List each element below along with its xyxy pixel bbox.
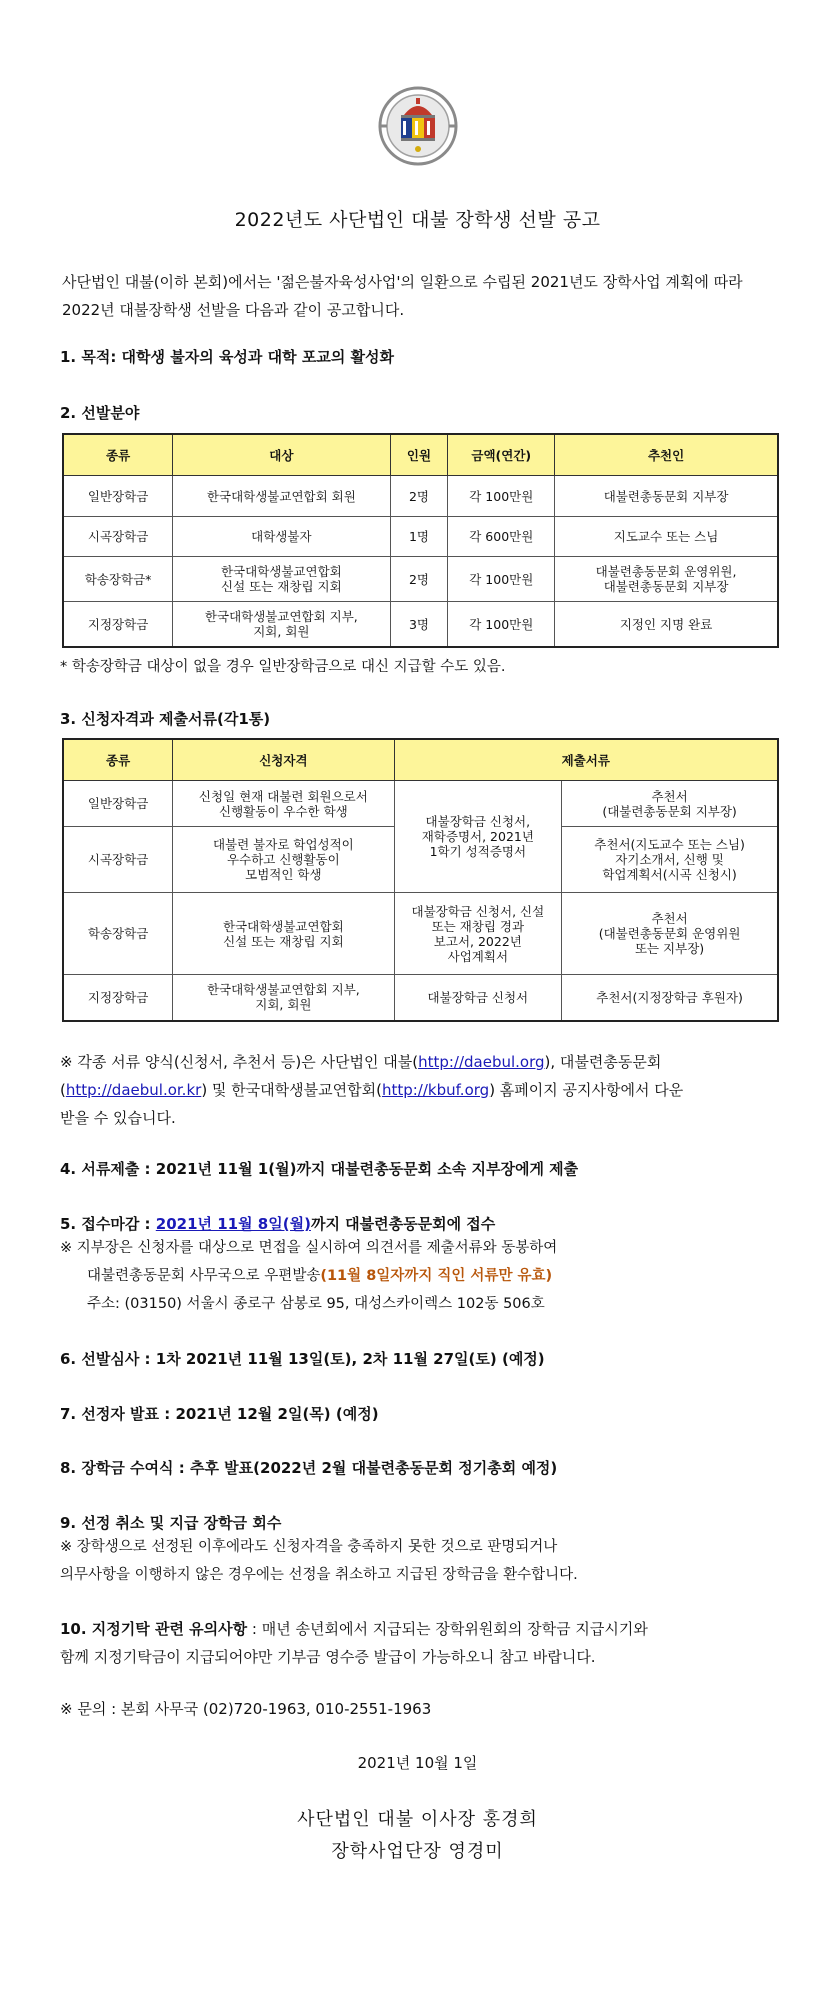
table-cell: 대불장학금 신청서, 신설 또는 재창립 경과 보고서, 2022년 사업계획서 [394, 893, 562, 975]
table-header: 대상 [173, 434, 390, 476]
table-row [63, 602, 778, 648]
table-cell: 한국대학생불교연합회 신설 또는 재창립 지회 [173, 893, 394, 975]
contact-info: ※ 문의 : 본회 사무국 (02)720-1963, 010-2551-1963 [60, 1700, 432, 1718]
notice-date: 2021년 10월 1일 [357, 1754, 478, 1772]
section-10-heading: 10. 지정기탁 관련 유의사항 [60, 1620, 248, 1638]
table-cell: 신청일 현재 대불련 회원으로서 신행활동이 우수한 학생 [173, 781, 394, 827]
table-cell: 일반장학금 [63, 781, 173, 827]
table-footnote: * 학송장학금 대상이 없을 경우 일반장학금으로 대신 지급할 수도 있음. [60, 659, 506, 675]
table-row [63, 557, 778, 602]
table-cell: 대불련총동문회 지부장 [555, 476, 778, 517]
table-cell: 2명 [390, 476, 448, 517]
section-4-submission: 4. 서류제출 : 2021년 11월 1(월)까지 대불련총동문회 소속 지부장에게 제출 [60, 1160, 579, 1178]
section-6-review: 6. 선발심사 : 1차 2021년 11월 13일(토), 2차 11월 27일(토) (예정) [60, 1350, 545, 1368]
table-cell: 지정장학금 [63, 602, 173, 648]
table-header: 추천인 [555, 434, 778, 476]
table-cell: 지도교수 또는 스님 [555, 517, 778, 557]
table-cell: 학송장학금* [63, 557, 173, 602]
selection-table [62, 433, 779, 648]
table-cell: 각 600만원 [448, 517, 555, 557]
table-row [63, 476, 778, 517]
section-7-announcement: 7. 선정자 발표 : 2021년 12월 2일(목) (예정) [60, 1405, 379, 1423]
forms-note-text: ※ 각종 서류 양식(신청서, 추천서 등)은 사단법인 대불( [60, 1053, 419, 1071]
table-cell: 한국대학생불교연합회 지부, 지회, 회원 [173, 975, 394, 1021]
section-5-label: 5. 접수마감 : [60, 1215, 156, 1233]
table-cell: 각 100만원 [448, 557, 555, 602]
forms-note-text: ) 및 한국대학생불교연합회( [201, 1081, 382, 1099]
table-cell: 지정장학금 [63, 975, 173, 1021]
forms-note-text: 받을 수 있습니다. [60, 1109, 176, 1127]
table-cell: 시곡장학금 [63, 827, 173, 893]
table-cell: 대불장학금 신청서, 재학증명서, 2021년 1학기 성적증명서 [394, 781, 562, 893]
kbuf-org-link[interactable]: http://kbuf.org [381, 1081, 490, 1099]
section-9-line: 의무사항을 이행하지 않은 경우에는 선정을 취소하고 지급된 장학금을 환수합니다. [60, 1567, 578, 1583]
deadline-date-link[interactable]: 2021년 11월 8일(월) [155, 1215, 311, 1233]
table-cell: 한국대학생불교연합회 지부, 지회, 회원 [173, 602, 390, 648]
table-cell: 3명 [390, 602, 448, 648]
section-5-line: ※ 지부장은 신청자를 대상으로 면접을 실시하여 의견서를 제출서류와 동봉하여 [60, 1240, 558, 1256]
section-5-text: 대불련총동문회 사무국으로 우편발송 [87, 1268, 321, 1284]
table-row [63, 781, 778, 827]
table-cell: 대불련총동문회 운영위원, 대불련총동문회 지부장 [555, 557, 778, 602]
table-cell: 지정인 지명 완료 [555, 602, 778, 648]
table-cell: 대불련 불자로 학업성적이 우수하고 신행활동이 모범적인 학생 [173, 827, 394, 893]
section-5-line [60, 1262, 780, 1290]
table-cell: 추천서(지정장학금 후원자) [562, 975, 778, 1021]
table-cell: 추천서 (대불련총동문회 지부장) [562, 781, 778, 827]
section-9-line: ※ 장학생으로 선정된 이후에라도 신청자격을 충족하지 못한 것으로 판명되거나 [60, 1539, 558, 1555]
table-header-row [63, 434, 778, 476]
table-header: 종류 [63, 434, 173, 476]
forms-note-text: ) 홈페이지 공지사항에서 다운 [489, 1081, 684, 1099]
signature-chairman: 사단법인 대불 이사장 홍경희 [297, 1809, 538, 1830]
table-cell: 1명 [390, 517, 448, 557]
section-1-purpose: 1. 목적: 대학생 불자의 육성과 대학 포교의 활성화 [60, 348, 395, 366]
daebul-org-link[interactable]: http://daebul.org [418, 1053, 545, 1071]
section-5-address: 주소: (03150) 서울시 종로구 삼봉로 95, 대성스카이렉스 102동 506호 [87, 1296, 545, 1312]
daebul-or-kr-link[interactable]: http://daebul.or.kr [65, 1081, 202, 1099]
table-header: 금액(연간) [448, 434, 555, 476]
table-row [63, 975, 778, 1021]
section-5-rest: 까지 대불련총동문회에 접수 [310, 1215, 496, 1233]
table-header: 종류 [63, 739, 173, 781]
section-10-text: 함께 지정기탁금이 지급되어야만 기부금 영수증 발급이 가능하오니 참고 바랍니다. [60, 1648, 596, 1666]
table-cell: 일반장학금 [63, 476, 173, 517]
table-cell: 한국대학생불교연합회 신설 또는 재창립 지회 [173, 557, 390, 602]
table-cell: 시곡장학금 [63, 517, 173, 557]
section-10-text: : 매년 송년회에서 지급되는 장학위원회의 장학금 지급시기와 [247, 1620, 648, 1638]
section-2-heading: 2. 선발분야 [60, 404, 140, 422]
table-cell: 각 100만원 [448, 602, 555, 648]
table-cell: 추천서(지도교수 또는 스님) 자기소개서, 신행 및 학업계획서(시곡 신청시) [562, 827, 778, 893]
table-header-row [63, 739, 778, 781]
table-header: 인원 [390, 434, 448, 476]
table-cell: 대불장학금 신청서 [394, 975, 562, 1021]
table-cell: 2명 [390, 557, 448, 602]
documents-table [62, 738, 779, 1022]
section-9-details [60, 1533, 780, 1589]
table-cell: 학송장학금 [63, 893, 173, 975]
table-cell: 한국대학생불교연합회 회원 [173, 476, 390, 517]
table-row [63, 517, 778, 557]
section-9-heading: 9. 선정 취소 및 지급 장학금 회수 [60, 1514, 282, 1532]
table-cell: 각 100만원 [448, 476, 555, 517]
section-5-details [60, 1234, 780, 1318]
section-5-highlight: (11월 8일자까지 직인 서류만 유효) [320, 1268, 553, 1284]
forms-note [60, 1048, 780, 1132]
organization-logo [377, 85, 459, 167]
notice-title: 2022년도 사단법인 대불 장학생 선발 공고 [234, 209, 601, 231]
table-row [63, 893, 778, 975]
forms-note-text: ( [60, 1081, 66, 1099]
table-header: 제출서류 [394, 739, 778, 781]
section-8-ceremony: 8. 장학금 수여식 : 추후 발표(2022년 2월 대불련총동문회 정기총회 예정) [60, 1459, 558, 1477]
table-cell: 대학생불자 [173, 517, 390, 557]
intro-paragraph: 사단법인 대불(이하 본회)에서는 '젊은불자육성사업'의 일환으로 수립된 2021년도 장학사업 계획에 따라 2022년 대불장학생 선발을 다음과 같이 공고합니다. [62, 273, 743, 319]
signature-director: 장학사업단장 영경미 [331, 1841, 504, 1862]
section-10 [60, 1615, 780, 1671]
table-header: 신청자격 [173, 739, 394, 781]
section-5-deadline [60, 1213, 495, 1234]
forms-note-text: ), 대불련총동문회 [544, 1053, 662, 1071]
section-3-heading: 3. 신청자격과 제출서류(각1통) [60, 710, 271, 728]
table-cell: 추천서 (대불련총동문회 운영위원 또는 지부장) [562, 893, 778, 975]
